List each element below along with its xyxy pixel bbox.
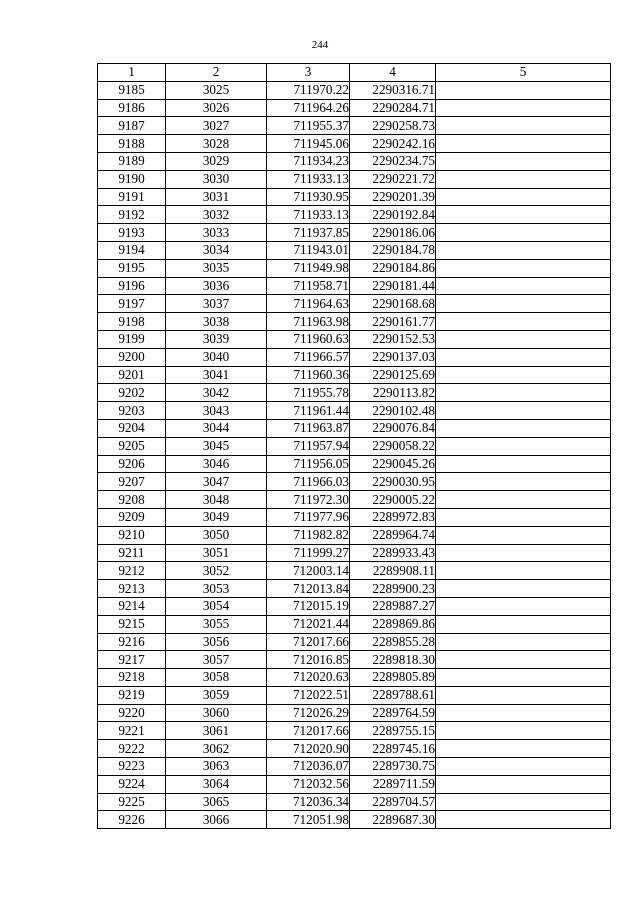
y-coordinate-cell: 2290102.48 <box>350 402 436 420</box>
column-header-1: 1 <box>98 64 166 82</box>
node-number-cell: 3046 <box>166 455 267 473</box>
column-header-2: 2 <box>166 64 267 82</box>
x-coordinate-cell: 712020.63 <box>267 669 350 687</box>
note-cell <box>436 295 611 313</box>
node-number-cell: 3040 <box>166 348 267 366</box>
note-cell <box>436 508 611 526</box>
y-coordinate-cell: 2290316.71 <box>350 81 436 99</box>
point-number-cell: 9213 <box>98 580 166 598</box>
node-number-cell: 3035 <box>166 259 267 277</box>
table-row <box>98 704 611 722</box>
x-coordinate-cell: 711955.37 <box>267 117 350 135</box>
table-row <box>98 722 611 740</box>
note-cell <box>436 135 611 153</box>
node-number-cell: 3033 <box>166 224 267 242</box>
point-number-cell: 9211 <box>98 544 166 562</box>
node-number-cell: 3049 <box>166 508 267 526</box>
x-coordinate-cell: 712036.34 <box>267 793 350 811</box>
y-coordinate-cell: 2289764.59 <box>350 704 436 722</box>
node-number-cell: 3027 <box>166 117 267 135</box>
point-number-cell: 9190 <box>98 170 166 188</box>
point-number-cell: 9192 <box>98 206 166 224</box>
y-coordinate-cell: 2289755.15 <box>350 722 436 740</box>
node-number-cell: 3063 <box>166 758 267 776</box>
table-row <box>98 811 611 829</box>
point-number-cell: 9214 <box>98 597 166 615</box>
point-number-cell: 9212 <box>98 562 166 580</box>
y-coordinate-cell: 2289788.61 <box>350 686 436 704</box>
note-cell <box>436 99 611 117</box>
point-number-cell: 9208 <box>98 491 166 509</box>
note-cell <box>436 491 611 509</box>
note-cell <box>436 793 611 811</box>
node-number-cell: 3030 <box>166 170 267 188</box>
x-coordinate-cell: 712003.14 <box>267 562 350 580</box>
note-cell <box>436 152 611 170</box>
point-number-cell: 9206 <box>98 455 166 473</box>
x-coordinate-cell: 712016.85 <box>267 651 350 669</box>
y-coordinate-cell: 2290152.53 <box>350 330 436 348</box>
table-header <box>98 64 611 82</box>
point-number-cell: 9224 <box>98 775 166 793</box>
table-row <box>98 491 611 509</box>
x-coordinate-cell: 712020.90 <box>267 740 350 758</box>
point-number-cell: 9204 <box>98 419 166 437</box>
note-cell <box>436 615 611 633</box>
note-cell <box>436 580 611 598</box>
column-header-3: 3 <box>267 64 350 82</box>
page-number: 244 <box>311 39 329 51</box>
node-number-cell: 3052 <box>166 562 267 580</box>
table-row <box>98 170 611 188</box>
node-number-cell: 3029 <box>166 152 267 170</box>
note-cell <box>436 259 611 277</box>
x-coordinate-cell: 711966.57 <box>267 348 350 366</box>
node-number-cell: 3038 <box>166 313 267 331</box>
point-number-cell: 9185 <box>98 81 166 99</box>
table-row <box>98 188 611 206</box>
x-coordinate-cell: 711949.98 <box>267 259 350 277</box>
y-coordinate-cell: 2289855.28 <box>350 633 436 651</box>
table-row <box>98 366 611 384</box>
x-coordinate-cell: 712022.51 <box>267 686 350 704</box>
x-coordinate-cell: 711963.98 <box>267 313 350 331</box>
table-row <box>98 508 611 526</box>
table-row <box>98 615 611 633</box>
table-row <box>98 597 611 615</box>
point-number-cell: 9202 <box>98 384 166 402</box>
table-row <box>98 81 611 99</box>
note-cell <box>436 313 611 331</box>
note-cell <box>436 722 611 740</box>
table-row <box>98 775 611 793</box>
y-coordinate-cell: 2289972.83 <box>350 508 436 526</box>
node-number-cell: 3051 <box>166 544 267 562</box>
y-coordinate-cell: 2290161.77 <box>350 313 436 331</box>
table-row <box>98 224 611 242</box>
y-coordinate-cell: 2290201.39 <box>350 188 436 206</box>
table-row <box>98 686 611 704</box>
node-number-cell: 3064 <box>166 775 267 793</box>
node-number-cell: 3032 <box>166 206 267 224</box>
y-coordinate-cell: 2290113.82 <box>350 384 436 402</box>
point-number-cell: 9217 <box>98 651 166 669</box>
point-number-cell: 9210 <box>98 526 166 544</box>
note-cell <box>436 81 611 99</box>
point-number-cell: 9198 <box>98 313 166 331</box>
x-coordinate-cell: 711957.94 <box>267 437 350 455</box>
node-number-cell: 3048 <box>166 491 267 509</box>
x-coordinate-cell: 711960.63 <box>267 330 350 348</box>
point-number-cell: 9203 <box>98 402 166 420</box>
node-number-cell: 3055 <box>166 615 267 633</box>
x-coordinate-cell: 711961.44 <box>267 402 350 420</box>
table-row <box>98 330 611 348</box>
node-number-cell: 3058 <box>166 669 267 687</box>
x-coordinate-cell: 711970.22 <box>267 81 350 99</box>
point-number-cell: 9222 <box>98 740 166 758</box>
x-coordinate-cell: 711955.78 <box>267 384 350 402</box>
x-coordinate-cell: 711964.63 <box>267 295 350 313</box>
y-coordinate-cell: 2290234.75 <box>350 152 436 170</box>
point-number-cell: 9199 <box>98 330 166 348</box>
x-coordinate-cell: 712015.19 <box>267 597 350 615</box>
node-number-cell: 3039 <box>166 330 267 348</box>
note-cell <box>436 651 611 669</box>
table-row <box>98 455 611 473</box>
y-coordinate-cell: 2289711.59 <box>350 775 436 793</box>
point-number-cell: 9191 <box>98 188 166 206</box>
note-cell <box>436 811 611 829</box>
x-coordinate-cell: 711933.13 <box>267 206 350 224</box>
note-cell <box>436 669 611 687</box>
table-row <box>98 651 611 669</box>
column-header-5: 5 <box>436 64 611 82</box>
table-row <box>98 526 611 544</box>
x-coordinate-cell: 712036.07 <box>267 758 350 776</box>
note-cell <box>436 740 611 758</box>
node-number-cell: 3045 <box>166 437 267 455</box>
note-cell <box>436 419 611 437</box>
point-number-cell: 9221 <box>98 722 166 740</box>
table-row <box>98 384 611 402</box>
note-cell <box>436 758 611 776</box>
table-row <box>98 241 611 259</box>
point-number-cell: 9200 <box>98 348 166 366</box>
table-row <box>98 562 611 580</box>
point-number-cell: 9196 <box>98 277 166 295</box>
note-cell <box>436 384 611 402</box>
node-number-cell: 3053 <box>166 580 267 598</box>
y-coordinate-cell: 2289933.43 <box>350 544 436 562</box>
node-number-cell: 3025 <box>166 81 267 99</box>
x-coordinate-cell: 712017.66 <box>267 722 350 740</box>
coordinates-table <box>97 63 611 829</box>
table-row <box>98 758 611 776</box>
x-coordinate-cell: 712032.56 <box>267 775 350 793</box>
table-row <box>98 295 611 313</box>
x-coordinate-cell: 711966.03 <box>267 473 350 491</box>
table-row <box>98 793 611 811</box>
point-number-cell: 9197 <box>98 295 166 313</box>
y-coordinate-cell: 2290030.95 <box>350 473 436 491</box>
y-coordinate-cell: 2290186.06 <box>350 224 436 242</box>
y-coordinate-cell: 2290181.44 <box>350 277 436 295</box>
x-coordinate-cell: 711958.71 <box>267 277 350 295</box>
y-coordinate-cell: 2289887.27 <box>350 597 436 615</box>
note-cell <box>436 366 611 384</box>
point-number-cell: 9193 <box>98 224 166 242</box>
note-cell <box>436 224 611 242</box>
x-coordinate-cell: 711945.06 <box>267 135 350 153</box>
node-number-cell: 3037 <box>166 295 267 313</box>
table-row <box>98 437 611 455</box>
y-coordinate-cell: 2290221.72 <box>350 170 436 188</box>
y-coordinate-cell: 2290258.73 <box>350 117 436 135</box>
y-coordinate-cell: 2289730.75 <box>350 758 436 776</box>
note-cell <box>436 170 611 188</box>
y-coordinate-cell: 2289687.30 <box>350 811 436 829</box>
node-number-cell: 3028 <box>166 135 267 153</box>
point-number-cell: 9225 <box>98 793 166 811</box>
x-coordinate-cell: 711930.95 <box>267 188 350 206</box>
x-coordinate-cell: 712013.84 <box>267 580 350 598</box>
point-number-cell: 9219 <box>98 686 166 704</box>
y-coordinate-cell: 2289900.23 <box>350 580 436 598</box>
x-coordinate-cell: 711963.87 <box>267 419 350 437</box>
point-number-cell: 9189 <box>98 152 166 170</box>
x-coordinate-cell: 712026.29 <box>267 704 350 722</box>
node-number-cell: 3026 <box>166 99 267 117</box>
y-coordinate-cell: 2290076.84 <box>350 419 436 437</box>
x-coordinate-cell: 712051.98 <box>267 811 350 829</box>
node-number-cell: 3036 <box>166 277 267 295</box>
node-number-cell: 3034 <box>166 241 267 259</box>
header-row <box>98 64 611 82</box>
x-coordinate-cell: 711934.23 <box>267 152 350 170</box>
table-row <box>98 152 611 170</box>
note-cell <box>436 526 611 544</box>
table-row <box>98 473 611 491</box>
y-coordinate-cell: 2290184.78 <box>350 241 436 259</box>
y-coordinate-cell: 2290005.22 <box>350 491 436 509</box>
table-row <box>98 419 611 437</box>
y-coordinate-cell: 2290137.03 <box>350 348 436 366</box>
table-row <box>98 402 611 420</box>
note-cell <box>436 633 611 651</box>
note-cell <box>436 597 611 615</box>
node-number-cell: 3050 <box>166 526 267 544</box>
note-cell <box>436 686 611 704</box>
note-cell <box>436 455 611 473</box>
note-cell <box>436 348 611 366</box>
point-number-cell: 9216 <box>98 633 166 651</box>
point-number-cell: 9195 <box>98 259 166 277</box>
note-cell <box>436 277 611 295</box>
table-row <box>98 580 611 598</box>
point-number-cell: 9186 <box>98 99 166 117</box>
node-number-cell: 3057 <box>166 651 267 669</box>
x-coordinate-cell: 711943.01 <box>267 241 350 259</box>
note-cell <box>436 544 611 562</box>
note-cell <box>436 241 611 259</box>
x-coordinate-cell: 711982.82 <box>267 526 350 544</box>
y-coordinate-cell: 2290284.71 <box>350 99 436 117</box>
node-number-cell: 3042 <box>166 384 267 402</box>
y-coordinate-cell: 2289964.74 <box>350 526 436 544</box>
note-cell <box>436 775 611 793</box>
note-cell <box>436 473 611 491</box>
node-number-cell: 3047 <box>166 473 267 491</box>
y-coordinate-cell: 2290192.84 <box>350 206 436 224</box>
point-number-cell: 9188 <box>98 135 166 153</box>
y-coordinate-cell: 2289745.16 <box>350 740 436 758</box>
y-coordinate-cell: 2289805.89 <box>350 669 436 687</box>
y-coordinate-cell: 2289818.30 <box>350 651 436 669</box>
y-coordinate-cell: 2290168.68 <box>350 295 436 313</box>
point-number-cell: 9209 <box>98 508 166 526</box>
y-coordinate-cell: 2290242.16 <box>350 135 436 153</box>
table-row <box>98 206 611 224</box>
point-number-cell: 9226 <box>98 811 166 829</box>
note-cell <box>436 402 611 420</box>
x-coordinate-cell: 711937.85 <box>267 224 350 242</box>
table-row <box>98 348 611 366</box>
node-number-cell: 3043 <box>166 402 267 420</box>
point-number-cell: 9205 <box>98 437 166 455</box>
point-number-cell: 9201 <box>98 366 166 384</box>
y-coordinate-cell: 2289704.57 <box>350 793 436 811</box>
x-coordinate-cell: 711933.13 <box>267 170 350 188</box>
x-coordinate-cell: 712017.66 <box>267 633 350 651</box>
table-row <box>98 135 611 153</box>
table-row <box>98 99 611 117</box>
point-number-cell: 9218 <box>98 669 166 687</box>
node-number-cell: 3060 <box>166 704 267 722</box>
node-number-cell: 3054 <box>166 597 267 615</box>
x-coordinate-cell: 711964.26 <box>267 99 350 117</box>
column-header-4: 4 <box>350 64 436 82</box>
node-number-cell: 3061 <box>166 722 267 740</box>
point-number-cell: 9215 <box>98 615 166 633</box>
table-row <box>98 740 611 758</box>
note-cell <box>436 206 611 224</box>
y-coordinate-cell: 2290184.86 <box>350 259 436 277</box>
node-number-cell: 3065 <box>166 793 267 811</box>
point-number-cell: 9187 <box>98 117 166 135</box>
table-body <box>98 81 611 828</box>
y-coordinate-cell: 2290125.69 <box>350 366 436 384</box>
table-row <box>98 313 611 331</box>
x-coordinate-cell: 711977.96 <box>267 508 350 526</box>
y-coordinate-cell: 2289908.11 <box>350 562 436 580</box>
table-row <box>98 117 611 135</box>
table-row <box>98 544 611 562</box>
table-row <box>98 633 611 651</box>
note-cell <box>436 437 611 455</box>
point-number-cell: 9207 <box>98 473 166 491</box>
node-number-cell: 3066 <box>166 811 267 829</box>
node-number-cell: 3059 <box>166 686 267 704</box>
y-coordinate-cell: 2290045.26 <box>350 455 436 473</box>
node-number-cell: 3056 <box>166 633 267 651</box>
point-number-cell: 9223 <box>98 758 166 776</box>
table-row <box>98 259 611 277</box>
point-number-cell: 9220 <box>98 704 166 722</box>
note-cell <box>436 330 611 348</box>
note-cell <box>436 562 611 580</box>
x-coordinate-cell: 711960.36 <box>267 366 350 384</box>
note-cell <box>436 117 611 135</box>
node-number-cell: 3031 <box>166 188 267 206</box>
point-number-cell: 9194 <box>98 241 166 259</box>
x-coordinate-cell: 711972.30 <box>267 491 350 509</box>
note-cell <box>436 188 611 206</box>
y-coordinate-cell: 2289869.86 <box>350 615 436 633</box>
x-coordinate-cell: 711999.27 <box>267 544 350 562</box>
note-cell <box>436 704 611 722</box>
x-coordinate-cell: 712021.44 <box>267 615 350 633</box>
table-row <box>98 669 611 687</box>
node-number-cell: 3041 <box>166 366 267 384</box>
x-coordinate-cell: 711956.05 <box>267 455 350 473</box>
node-number-cell: 3044 <box>166 419 267 437</box>
table-row <box>98 277 611 295</box>
node-number-cell: 3062 <box>166 740 267 758</box>
y-coordinate-cell: 2290058.22 <box>350 437 436 455</box>
